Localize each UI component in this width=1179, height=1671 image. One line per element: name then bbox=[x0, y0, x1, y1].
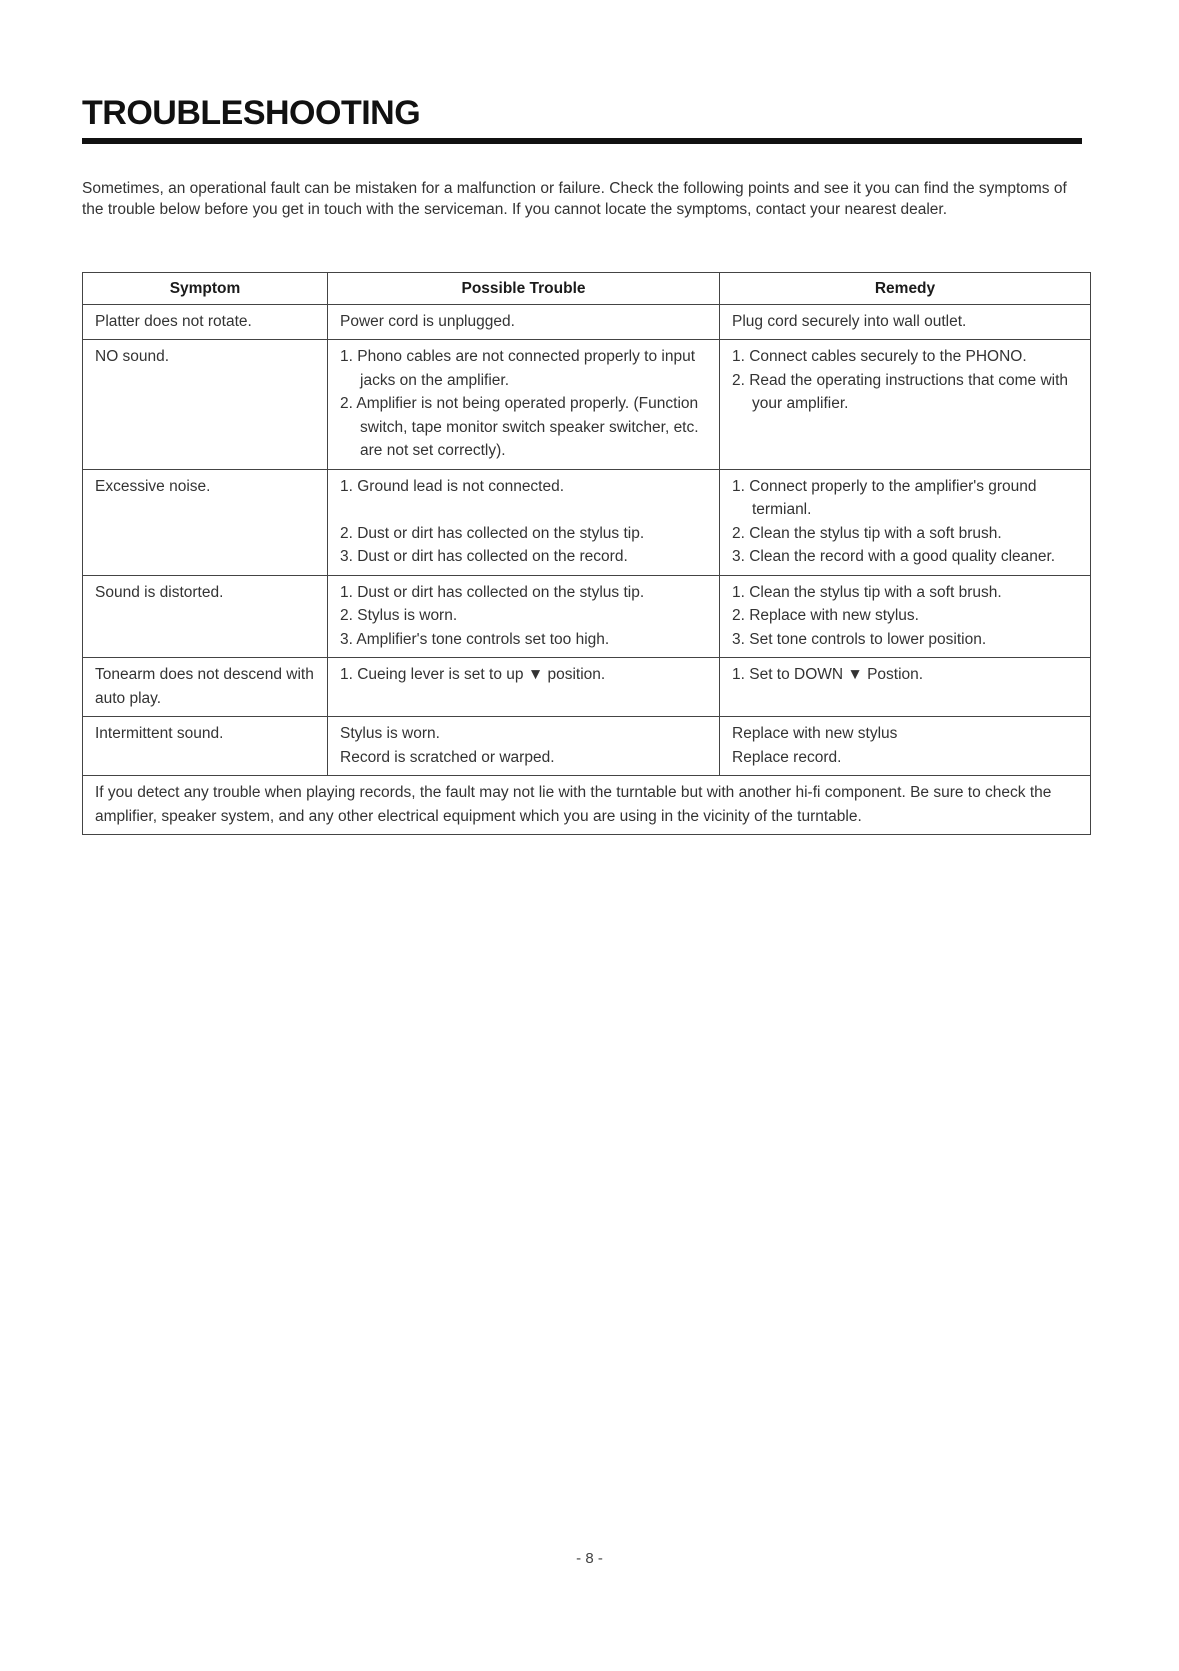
table-header-row bbox=[83, 273, 1091, 305]
remedy-cell bbox=[720, 469, 1091, 575]
symptom-cell: Platter does not rotate. bbox=[83, 304, 328, 340]
troubleshooting-table bbox=[82, 272, 1091, 835]
remedy-cell bbox=[720, 340, 1091, 470]
trouble-list bbox=[340, 345, 707, 463]
table-footnote: If you detect any trouble when playing records, the fault may not lie with the turntable but with another hi-fi component. Be sure to check the amplifier, speaker system, and any other electrical equipment which you are using in the vicinity of the turntable. bbox=[83, 776, 1091, 835]
remedy-item: 2. Clean the stylus tip with a soft brush. bbox=[732, 524, 1002, 542]
trouble-item: 1. Ground lead is not connected. bbox=[340, 477, 565, 495]
trouble-item: 1. Cueing lever is set to up ▼ position. bbox=[340, 666, 606, 683]
symptom-cell: Sound is distorted. bbox=[83, 575, 328, 658]
symptom-cell: NO sound. bbox=[83, 340, 328, 470]
table-row bbox=[83, 304, 1091, 340]
remedy-item: Replace record. bbox=[732, 748, 842, 766]
trouble-cell bbox=[328, 717, 720, 776]
table-row bbox=[83, 717, 1091, 776]
remedy-list bbox=[732, 345, 1078, 416]
trouble-cell bbox=[328, 469, 720, 575]
trouble-item: Power cord is unplugged. bbox=[340, 312, 515, 330]
symptom-cell: Tonearm does not descend with auto play. bbox=[83, 658, 328, 717]
title-underline-rule bbox=[82, 138, 1082, 144]
trouble-item: Record is scratched or warped. bbox=[340, 748, 555, 766]
remedy-cell bbox=[720, 575, 1091, 658]
trouble-item: 3. Dust or dirt has collected on the record. bbox=[340, 548, 628, 565]
trouble-item: 1. Phono cables are not connected properly to input jacks on the amplifier. bbox=[340, 348, 696, 389]
symptom-cell: Excessive noise. bbox=[83, 469, 328, 575]
trouble-cell bbox=[328, 304, 720, 340]
table-row bbox=[83, 575, 1091, 658]
page-title: TROUBLESHOOTING bbox=[82, 94, 421, 132]
trouble-item: Stylus is worn. bbox=[340, 725, 440, 742]
remedy-item: 2. Read the operating instructions that come with your amplifier. bbox=[732, 371, 1069, 412]
table-row bbox=[83, 340, 1091, 470]
header-possible-trouble: Possible Trouble bbox=[328, 273, 720, 305]
trouble-item: 2. Dust or dirt has collected on the stylus tip. bbox=[340, 524, 645, 542]
table-row bbox=[83, 469, 1091, 575]
trouble-item: 2. Amplifier is not being operated properly. (Function switch, tape monitor switch speaker switcher, etc. are not set correctly). bbox=[340, 395, 699, 459]
intro-paragraph: Sometimes, an operational fault can be mistaken for a malfunction or failure. Check the following points and see it you can find the symptoms of the trouble below before you get in touch with the serviceman. If you cannot locate the symptoms, contact your nearest dealer. bbox=[82, 180, 1067, 218]
trouble-list bbox=[340, 581, 707, 652]
header-symptom: Symptom bbox=[83, 273, 328, 305]
remedy-item: 1. Connect cables securely to the PHONO. bbox=[732, 348, 1027, 365]
symptom-cell: Intermittent sound. bbox=[83, 717, 328, 776]
remedy-cell bbox=[720, 304, 1091, 340]
trouble-item: 3. Amplifier's tone controls set too high. bbox=[340, 630, 610, 648]
remedy-item: 2. Replace with new stylus. bbox=[732, 607, 919, 624]
trouble-list bbox=[340, 475, 707, 569]
trouble-cell bbox=[328, 340, 720, 470]
header-remedy: Remedy bbox=[720, 273, 1091, 305]
table-footnote-row bbox=[83, 776, 1091, 835]
table-row bbox=[83, 658, 1091, 717]
remedy-cell bbox=[720, 717, 1091, 776]
trouble-cell bbox=[328, 575, 720, 658]
remedy-list bbox=[732, 475, 1078, 569]
remedy-item: 1. Connect properly to the amplifier's ground termianl. bbox=[732, 477, 1037, 518]
remedy-item: Plug cord securely into wall outlet. bbox=[732, 312, 967, 330]
remedy-item: 3. Clean the record with a good quality cleaner. bbox=[732, 548, 1056, 565]
trouble-cell bbox=[328, 658, 720, 717]
remedy-item: 1. Set to DOWN ▼ Postion. bbox=[732, 666, 924, 683]
remedy-item: Replace with new stylus bbox=[732, 725, 898, 742]
remedy-item: 3. Set tone controls to lower position. bbox=[732, 630, 987, 648]
page-number: - 8 - bbox=[576, 1550, 603, 1567]
trouble-item: 2. Stylus is worn. bbox=[340, 607, 458, 624]
remedy-list bbox=[732, 581, 1078, 652]
trouble-item: 1. Dust or dirt has collected on the stylus tip. bbox=[340, 583, 645, 601]
remedy-item: 1. Clean the stylus tip with a soft brush. bbox=[732, 583, 1002, 601]
remedy-cell bbox=[720, 658, 1091, 717]
